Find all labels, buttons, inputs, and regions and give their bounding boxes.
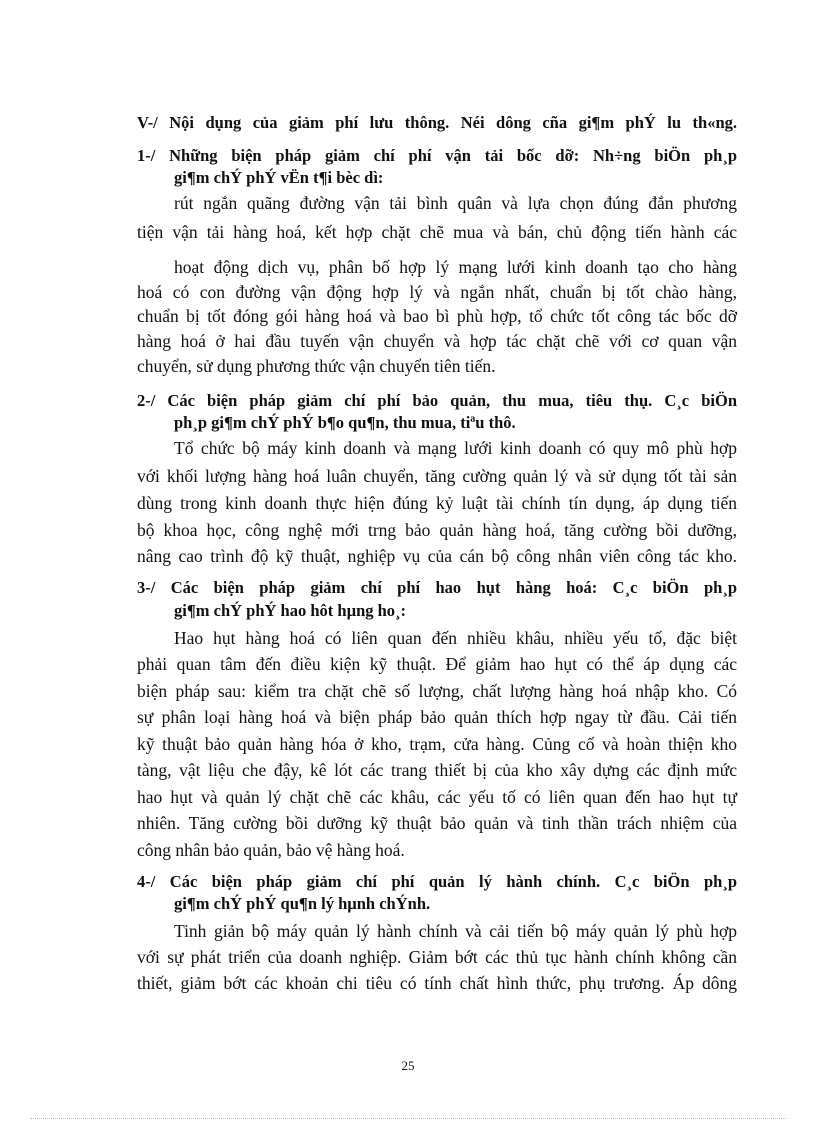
para-3-line: kỹ thuật bảo quản hàng hóa ở kho, trạm, cửa hàng. Củng cố và hoàn thiện kho <box>137 734 737 754</box>
heading-1: 1-/ Những biện pháp giảm chí phí vận tải bốc dỡ: Nh÷ng biÖn ph¸p <box>137 146 737 165</box>
page-number: 25 <box>401 1058 415 1073</box>
heading-4: 4-/ Các biện pháp giảm chí phí quản lý hành chính. C¸c biÖn ph¸p <box>137 872 737 891</box>
heading-1-cont: gi¶m chÝ phÝ vËn t¶i bèc dì: <box>174 168 384 187</box>
para-3-line: biện pháp sau: kiểm tra chặt chẽ số lượng, chất lượng hàng hoá nhập kho. Có <box>137 681 737 701</box>
para-2-line: Tổ chức bộ máy kinh doanh và mạng lưới kinh doanh có quy mô phù hợp <box>174 438 737 458</box>
para-4-line: với sự phát triển của doanh nghiệp. Giảm bớt các thủ tục hành chính không cần <box>137 947 737 967</box>
heading-4-cont: gi¶m chÝ phÝ qu¶n lý hµnh chÝnh. <box>174 894 431 913</box>
para-1-line: tiện vận tải hàng hoá, kết hợp chặt chẽ mua và bán, chủ động tiến hành các <box>137 222 737 242</box>
para-3-line: hao hụt và quản lý chặt chẽ các khâu, các yếu tố có liên quan đến hao hụt tự <box>137 787 737 807</box>
heading-3-cont: gi¶m chÝ phÝ hao hôt hµng ho¸: <box>174 601 407 620</box>
section-v-heading: V-/ Nội dụng của giảm phí lưu thông. Néi dông cña gi¶m phÝ lu th«ng. <box>137 113 737 132</box>
para-3-line: phải quan tâm đến điều kiện kỹ thuật. Để giảm hao hụt có thể áp dụng các <box>137 654 737 674</box>
para-4-line: Tinh giản bộ máy quản lý hành chính và cải tiến bộ máy quản lý phù hợp <box>174 921 737 941</box>
para-3-line: tàng, vật liệu che đậy, kê lót các trang thiết bị của kho xây dựng các định mức <box>137 760 737 780</box>
para-3-line: công nhân bảo quản, bảo vệ hàng hoá. <box>137 840 405 860</box>
para-2-line: dùng trong kinh doanh thực hiện đúng kỷ luật tài chính tín dụng, áp dụng tiến <box>137 493 737 513</box>
para-1-line: chuyển, sử dụng phương thức vận chuyển tiên tiến. <box>137 356 496 376</box>
footer-divider <box>30 1118 786 1119</box>
heading-2: 2-/ Các biện pháp giảm chí phí bảo quản, thu mua, tiêu thụ. C¸c biÖn <box>137 391 737 410</box>
heading-3: 3-/ Các biện pháp giảm chí phí hao hụt hàng hoá: C¸c biÖn ph¸p <box>137 578 737 597</box>
para-3-line: Hao hụt hàng hoá có liên quan đến nhiều khâu, nhiều yếu tố, đặc biệt <box>174 628 737 648</box>
para-2-line: với khối lượng hàng hoá luân chuyển, tăng cường quản lý và sử dụng tốt tài sản <box>137 466 737 486</box>
para-2-line: nâng cao trình độ kỹ thuật, nghiệp vụ của cán bộ công nhân viên công tác kho. <box>137 546 737 566</box>
para-1-line: hàng hoá ở hai đầu tuyến vận chuyển và hợp tác chặt chẽ với cơ quan vận <box>137 331 737 351</box>
para-1-line: hoá có con đường vận động hợp lý và ngắn nhất, chuẩn bị tốt chào hàng, <box>137 282 737 302</box>
para-2-line: bộ khoa học, công nghệ mới trng bảo quản hàng hoá, tăng cường bồi dưỡng, <box>137 520 737 540</box>
para-1-line: chuẩn bị tốt đóng gói hàng hoá và bao bì phù hợp, tổ chức tốt công tác bốc dỡ <box>137 306 737 326</box>
para-3-line: nhiên. Tăng cường bồi dưỡng kỹ thuật bảo quản và tinh thần trách nhiệm của <box>137 813 737 833</box>
para-1-line: rút ngắn quãng đường vận tải bình quân và lựa chọn đúng đắn phương <box>174 193 737 213</box>
para-3-line: sự phân loại hàng hoá và biện pháp bảo quản thích hợp ngay từ đầu. Cải tiến <box>137 707 737 727</box>
heading-2-cont: ph¸p gi¶m chÝ phÝ b¶o qu¶n, thu mua, tiªu thô. <box>174 413 516 432</box>
para-4-line: thiết, giảm bớt các khoản chi tiêu có tính chất hình thức, phụ trương. Áp dông <box>137 973 737 993</box>
para-1-line: hoạt động dịch vụ, phân bố hợp lý mạng lưới kinh doanh tạo cho hàng <box>174 257 737 277</box>
